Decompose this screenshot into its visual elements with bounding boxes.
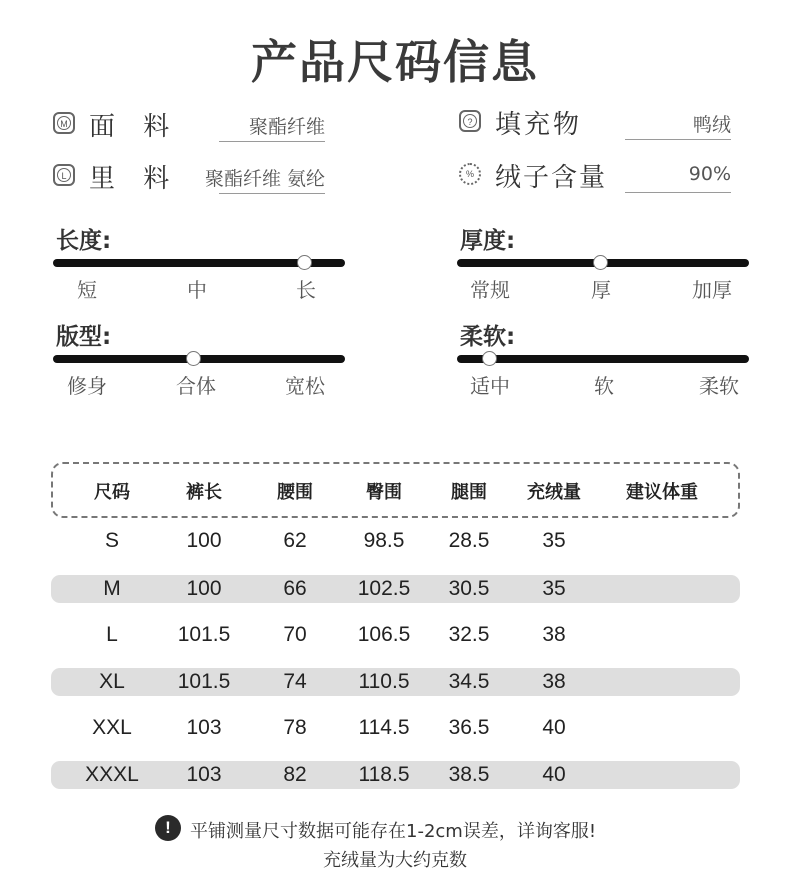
scale-option: 厚 — [591, 278, 611, 302]
attr-filling — [459, 108, 731, 140]
divider — [219, 141, 325, 142]
table-cell: 74 — [283, 670, 307, 693]
table-cell: 103 — [186, 716, 222, 739]
question-icon: ? — [459, 110, 481, 132]
page-title: 产品尺码信息 — [251, 35, 539, 89]
table-cell: 36.5 — [448, 716, 490, 739]
table-cell: 38.5 — [448, 763, 490, 786]
table-cell: 34.5 — [448, 670, 490, 693]
divider — [219, 193, 325, 194]
scale-title: 版型: — [56, 324, 112, 350]
table-cell: 78 — [283, 716, 307, 739]
m-circle-icon: M — [53, 112, 75, 134]
scale-option: 合体 — [176, 374, 216, 398]
column-header: 裤长 — [186, 482, 222, 503]
attr-value: 聚酯纤维 氨纶 — [204, 168, 325, 190]
scale-title: 厚度: — [460, 228, 516, 254]
divider — [625, 192, 731, 193]
down-weight-note: 充绒量为大约克数 — [323, 850, 467, 871]
table-cell: 101.5 — [177, 623, 231, 646]
table-cell: 40 — [542, 716, 566, 739]
table-cell: 118.5 — [358, 763, 410, 786]
attr-label: 面 料 — [89, 112, 180, 142]
table-cell: 70 — [283, 623, 307, 646]
attr-label: 填充物 — [495, 110, 583, 140]
table-cell: S — [104, 529, 120, 552]
l-circle-icon: L — [53, 164, 75, 186]
measurement-note — [0, 815, 790, 841]
table-cell: 114.5 — [358, 716, 410, 739]
scale-knob — [593, 255, 608, 270]
scale-option: 修身 — [67, 374, 107, 398]
table-cell: 28.5 — [448, 529, 490, 552]
attr-value: 聚酯纤维 — [248, 116, 325, 138]
table-cell: 106.5 — [357, 623, 411, 646]
scale-option: 短 — [77, 278, 97, 302]
table-cell: 30.5 — [448, 577, 490, 600]
table-cell: 62 — [283, 529, 307, 552]
table-cell: 98.5 — [363, 529, 405, 552]
scale-option: 加厚 — [692, 278, 732, 302]
table-cell: 102.5 — [357, 577, 411, 600]
scale-option: 宽松 — [285, 374, 325, 398]
table-cell: 110.5 — [358, 670, 410, 693]
attr-label: 绒子含量 — [495, 163, 608, 193]
table-cell: XXL — [92, 716, 132, 739]
column-header: 腰围 — [277, 482, 313, 503]
exclamation-icon: ! — [155, 815, 181, 841]
scale-knob — [482, 351, 497, 366]
scale-option: 长 — [296, 278, 316, 302]
table-cell: 100 — [186, 529, 222, 552]
column-header: 建议体重 — [626, 482, 698, 503]
scale-option: 常规 — [470, 278, 510, 302]
column-header: 臀围 — [366, 482, 402, 503]
attr-down-content — [459, 161, 731, 193]
table-cell: XXXL — [85, 763, 139, 786]
scale-option: 中 — [187, 278, 207, 302]
table-cell: 103 — [186, 763, 222, 786]
scale-title: 柔软: — [460, 324, 516, 350]
table-cell: 32.5 — [448, 623, 490, 646]
note-text: 平铺测量尺寸数据可能存在1-2cm误差，详询客服! — [190, 821, 597, 842]
table-cell: 38 — [542, 670, 566, 693]
column-header: 尺码 — [94, 482, 130, 503]
scale-knob — [186, 351, 201, 366]
scale-bar — [457, 355, 749, 363]
column-header: 充绒量 — [527, 482, 581, 503]
scale-option: 柔软 — [699, 374, 739, 398]
scale-option: 适中 — [470, 374, 510, 398]
attr-value: 90% — [688, 163, 731, 185]
table-cell: 100 — [186, 577, 222, 600]
table-cell: 40 — [542, 763, 566, 786]
attr-lining — [53, 162, 325, 194]
table-cell: M — [103, 577, 121, 600]
table-cell: 38 — [542, 623, 566, 646]
table-cell: L — [106, 623, 118, 646]
table-cell: 82 — [283, 763, 307, 786]
scale-knob — [297, 255, 312, 270]
attr-fabric — [53, 110, 325, 142]
table-cell: 35 — [542, 529, 566, 552]
table-cell: 101.5 — [177, 670, 231, 693]
scale-title: 长度: — [56, 228, 112, 254]
percent-icon: % — [459, 163, 481, 185]
table-cell: XL — [99, 670, 125, 693]
table-cell: 35 — [542, 577, 566, 600]
column-header: 腿围 — [451, 482, 487, 503]
divider — [625, 139, 731, 140]
attr-label: 里 料 — [89, 164, 180, 194]
attr-value: 鸭绒 — [692, 114, 731, 136]
table-cell: 66 — [283, 577, 307, 600]
scale-option: 软 — [594, 374, 614, 398]
